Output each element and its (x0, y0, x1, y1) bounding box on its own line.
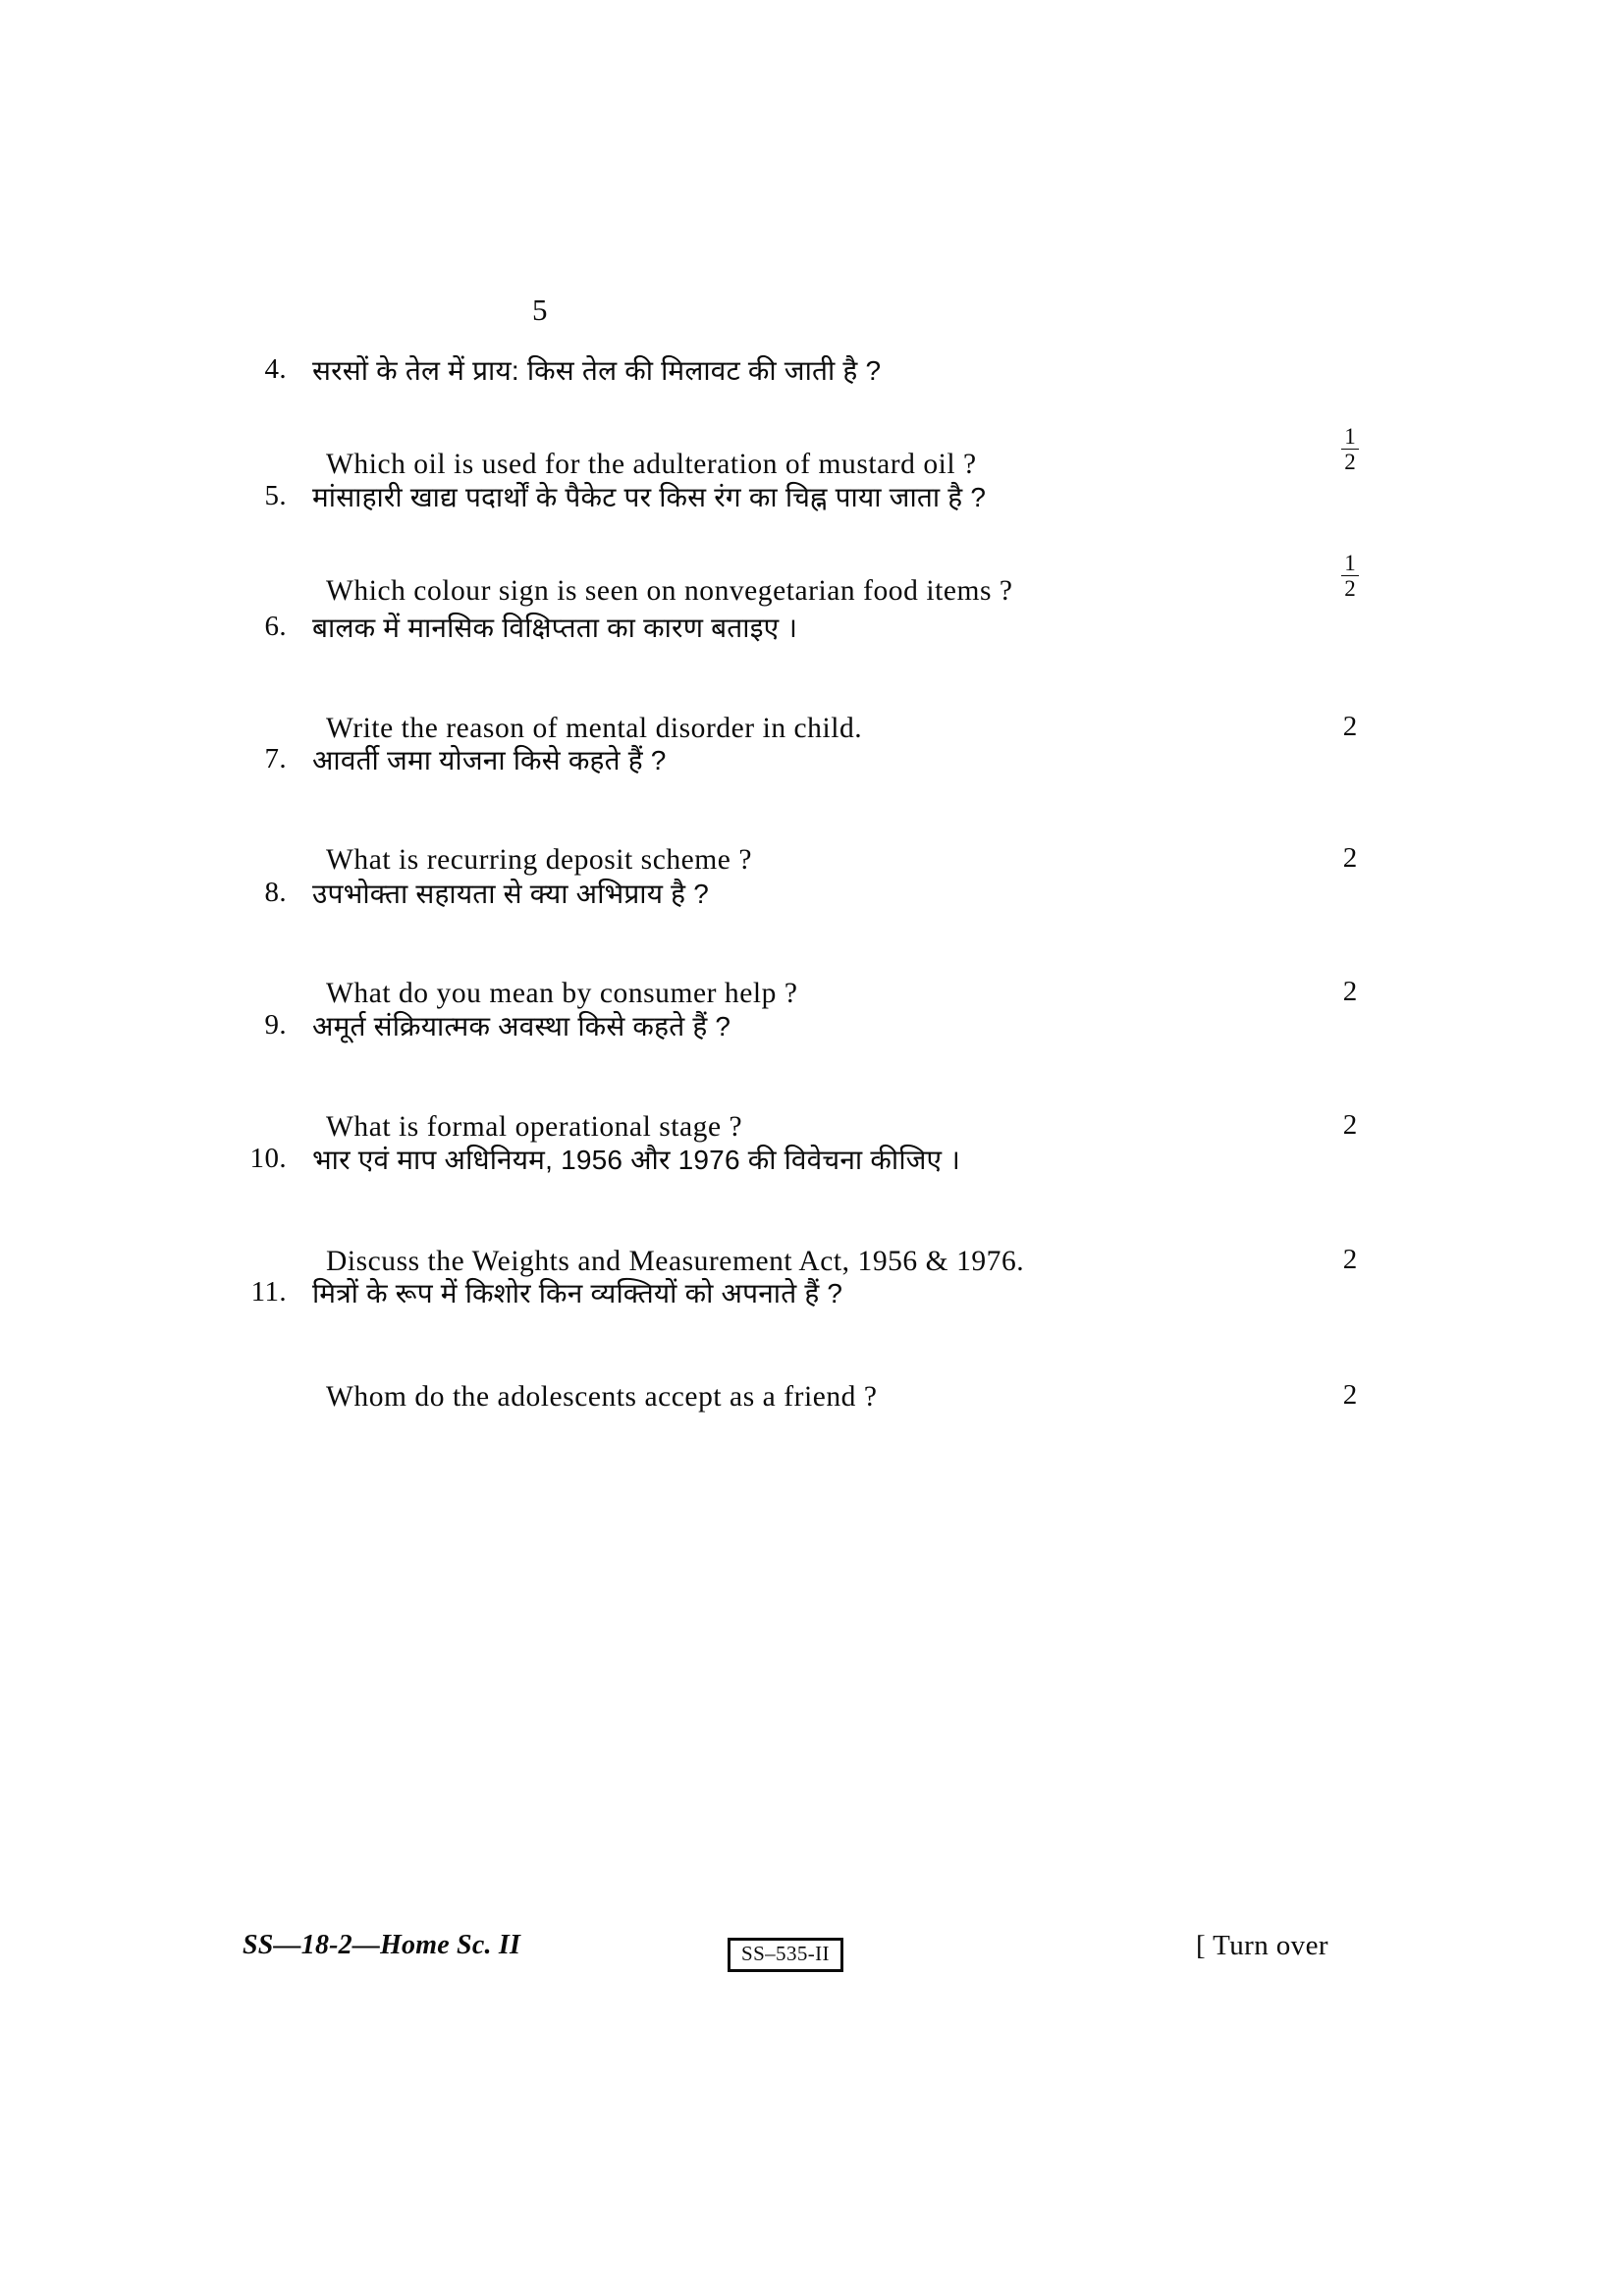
question-hindi-line (0, 743, 1623, 775)
question-hindi-line (0, 353, 1623, 386)
question-text-hindi: मित्रों के रूप में किशोर किन व्यक्तियों को अपनाते हैं ? (312, 1278, 843, 1308)
marks-fraction (1341, 425, 1359, 474)
question-text-english: Whom do the adolescents accept as a friend ? (326, 1381, 878, 1413)
question-text-english: What do you mean by consumer help ? (326, 978, 798, 1009)
question-text-hindi: मांसाहारी खाद्य पदार्थों के पैकेट पर किस रंग का चिह्न पाया जाता है ? (312, 482, 987, 512)
question-marks: 2 (1342, 1379, 1358, 1411)
page-footer (0, 1922, 1623, 1991)
marks-denominator: 2 (1341, 449, 1359, 473)
question-hindi-line (0, 877, 1623, 909)
question-text-hindi: आवर्ती जमा योजना किसे कहते हैं ? (312, 745, 667, 775)
question-marks (1306, 552, 1394, 601)
question-marks: 2 (1342, 842, 1358, 874)
marks-numerator: 1 (1344, 551, 1356, 575)
question-number: 11. (250, 1276, 287, 1308)
question-hindi-line (0, 1143, 1623, 1175)
question-hindi-line (0, 480, 1623, 512)
question-number: 9. (264, 1009, 287, 1041)
marks-denominator: 2 (1341, 575, 1359, 600)
question-text-english: Discuss the Weights and Measurement Act, 1956 & 1976. (326, 1246, 1025, 1277)
footer-boxed-code: SS–535-II (728, 1938, 843, 1972)
question-text-english: Which oil is used for the adulteration of mustard oil ? (326, 449, 977, 480)
question-hindi-line (0, 1009, 1623, 1041)
question-hindi-line (0, 611, 1623, 643)
question-marks: 2 (1342, 1244, 1358, 1275)
question-number: 10. (249, 1143, 287, 1174)
marks-fraction (1341, 552, 1359, 601)
question-number: 4. (264, 353, 287, 385)
question-text-hindi: सरसों के तेल में प्राय: किस तेल की मिलावट की जाती है ? (312, 355, 882, 386)
question-text-hindi: उपभोक्ता सहायता से क्या अभिप्राय है ? (312, 879, 709, 909)
question-number: 7. (264, 743, 287, 774)
question-text-hindi: भार एवं माप अधिनियम, 1956 और 1976 की विवेचना कीजिए । (312, 1145, 961, 1175)
question-number: 8. (264, 877, 287, 908)
marks-numerator: 1 (1344, 424, 1356, 449)
question-text-english: Which colour sign is seen on nonvegetarian food items ? (326, 575, 1013, 607)
question-marks: 2 (1342, 976, 1358, 1007)
question-text-english: What is formal operational stage ? (326, 1111, 743, 1143)
question-text-hindi: अमूर्त संक्रियात्मक अवस्था किसे कहते हैं ? (312, 1011, 731, 1041)
page-number: 5 (532, 293, 548, 327)
question-number: 5. (264, 480, 287, 511)
question-text-english: What is recurring deposit scheme ? (326, 844, 753, 876)
footer-paper-code: SS—18-2—Home Sc. II (243, 1930, 521, 1960)
question-marks (1306, 425, 1394, 474)
question-text-hindi: बालक में मानसिक विक्षिप्तता का कारण बताइए । (312, 613, 798, 643)
footer-turn-over: [ Turn over (1196, 1930, 1328, 1961)
question-hindi-line (0, 1276, 1623, 1308)
question-text-english: Write the reason of mental disorder in child. (326, 713, 863, 744)
question-marks: 2 (1342, 711, 1358, 742)
question-number: 6. (264, 611, 287, 642)
question-marks: 2 (1342, 1109, 1358, 1141)
